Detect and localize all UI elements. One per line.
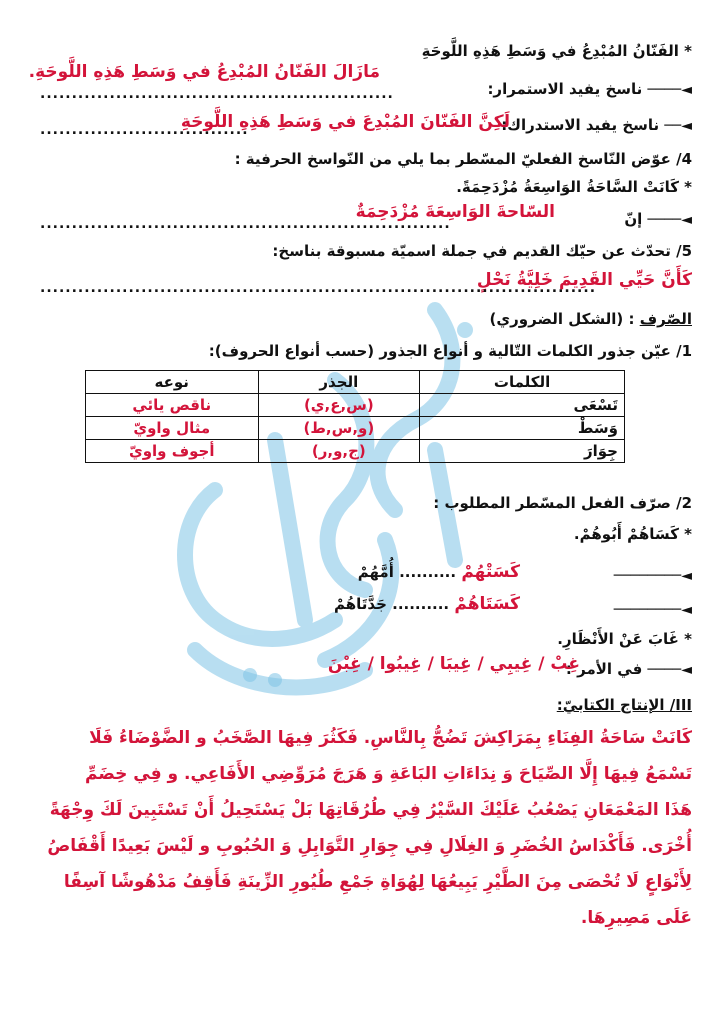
- sarf-heading: الصّرف: [639, 310, 692, 328]
- table-cell-word: جِوَارَ: [420, 440, 625, 463]
- sarf-note: : (الشكل الضروري): [489, 310, 635, 328]
- production-line: أُخْرَى. فَأَكْدَاسُ الخُضَرِ وَ الغِلَالِ فِي جِوَارِ التَّوَابِلِ وَ الحُبُوبِ و لَيْسَ بَعِيدًا أَقْفَاصُ: [47, 836, 692, 856]
- q3-b2-label: ناسخ يفيد الاستدراك:: [501, 116, 660, 134]
- dotted-line: ........................................................: [40, 86, 394, 102]
- q3-b2-answer: لَكِنَّ الفَنّانَ المُبْدِعَ في وَسَطِ هَذِهِ اللَّوحَةِ: [180, 112, 510, 132]
- table-header: الكلمات: [420, 371, 625, 394]
- production-line: عَلَى مَصِيرِهَا.: [580, 908, 692, 928]
- table-cell-root: (و,س,ط): [258, 417, 420, 440]
- dotted-line: .................................................................: [40, 216, 451, 232]
- table-header: الجذر: [258, 371, 420, 394]
- q3-b2-row: [501, 116, 692, 134]
- q3-b1-row: [487, 80, 692, 98]
- table-cell-word: تَسْعَى: [420, 394, 625, 417]
- dotted-line: .................................: [40, 122, 249, 138]
- production-line: هَذَا المَعْمَعَانِ يَصْعُبُ عَلَيْكَ السَّيْرُ فِي طُرُقَاتِهَا بَلْ يَسْتَحِيلُ أَنْ تَسْتَبِينَ لَكَ وِجْهَةً: [49, 800, 692, 820]
- table-cell-type: مثال واويّ: [86, 417, 259, 440]
- s1-a-suffix: أُمَّهُمْ: [357, 563, 394, 581]
- dotted-line: ........................................................................................: [40, 280, 597, 296]
- s2-row: [566, 660, 692, 678]
- dotted-line: ..........: [392, 595, 450, 613]
- sarf-q1-title: 1/ عيّن جذور الكلمات التّالية و أنواع الجذور (حسب أنواع الحروف):: [208, 342, 692, 360]
- s1-a-answer: كَسَتْهُمْ: [461, 562, 520, 582]
- q5-answer: كَأَنَّ حَيِّي القَدِيمَ خَلِيَّةُ نَحْلٍ: [476, 270, 692, 290]
- production-line: تَسْمَعُ فِيهَا إِلَّا الصِّيَاحَ وَ نِدَاءَاتِ البَاعَةِ وَ هَرَجَ مُرَوِّضِي الأَفَاعِي. و فِي خِضَمِّ: [85, 764, 692, 784]
- table-cell-type: أجوف واويّ: [86, 440, 259, 463]
- table-header-row: [86, 371, 625, 394]
- q4-prefix: إنّ: [624, 210, 643, 228]
- s1-b-row: [614, 600, 692, 618]
- q3-b1-answer: مَازَالَ الفَنّانُ المُبْدِعُ في وَسَطِ هَذِهِ اللَّوحَةِ.: [28, 62, 380, 82]
- table-row: [86, 417, 625, 440]
- q3-b1-label: ناسخ يفيد الاستمرار:: [487, 80, 643, 98]
- q4-answer: السّاحةَ الوَاسِعَةَ مُزْدَحِمَةٌ: [355, 202, 555, 222]
- dotted-line: ..........: [399, 563, 457, 581]
- s1-b-answer: كَسَتَاهُمْ: [454, 594, 520, 614]
- q4-title: 4/ عوّض النّاسخ الفعليّ المسّطر بما يلي من النّواسخ الحرفية :: [234, 150, 692, 168]
- table-row: [86, 394, 625, 417]
- roots-table: [85, 370, 625, 463]
- s1-b-suffix: جَدَّتَاهُمْ: [334, 595, 387, 613]
- s2-answer: غِبْ / غِيبِي / غِيبَا / غِيبُوا / غِبْنَ: [327, 654, 580, 674]
- s2-label: في الأمر :: [565, 660, 643, 678]
- production-line: كَانَتْ سَاحَةُ الفِنَاءِ بِمَرَاكِشَ تَضُجُّ بِالنَّاسِ. فَكَثُرَ فِيهَا الصَّخَبُ و الضَّوْضَاءُ فَلَا: [89, 728, 692, 748]
- s1-a-row: [614, 566, 692, 584]
- sarf-q2-title: 2/ صرّف الفعل المسّطر المطلوب :: [433, 494, 692, 512]
- sarf-heading-row: [490, 310, 692, 328]
- arrow-icon: ◄────────: [613, 568, 692, 584]
- arrow-icon: ◄────────: [613, 602, 692, 618]
- arrow-icon: ◄────: [647, 662, 692, 678]
- s1-a-fill: [358, 562, 520, 582]
- q5-title: 5/ تحدّث عن حيّك القديم في جملة اسميّة مسبوقة بناسخ:: [272, 242, 692, 260]
- table-row: [86, 440, 625, 463]
- arrow-icon: ◄────: [647, 82, 692, 98]
- q3-sentence: * الفَنّانُ المُبْدِعُ في وَسَطِ هَذِهِ اللَّوحَةِ: [421, 42, 692, 60]
- table-cell-type: ناقص يائي: [86, 394, 259, 417]
- table-cell-root: (س,ع,ي): [258, 394, 420, 417]
- table-cell-word: وَسَطْ: [420, 417, 625, 440]
- s1-b-fill: [334, 594, 520, 614]
- sarf-s1: * كَسَاهُمْ أَبُوهُمْ.: [573, 525, 692, 543]
- arrow-icon: ◄──: [664, 118, 692, 134]
- table-header: نوعه: [86, 371, 259, 394]
- sarf-s2: * غَابَ عَنْ الأَنْظَارِ.: [557, 630, 692, 648]
- q4-sentence: * كَانَتْ السَّاحَةُ الوَاسِعَةُ مُزْدَحِمَةً.: [456, 178, 692, 196]
- table-cell-root: (ج,و,ر): [258, 440, 420, 463]
- production-heading: III/ الإنتاج الكتابيّ:: [556, 696, 692, 714]
- arrow-icon: ◄────: [647, 212, 692, 228]
- production-line: لِأَنْوَاعٍ لَا تُحْصَى مِنَ الطَّيْرِ يَبِيعُهَا لِهُوَاةِ جَمْعِ طُيُورِ الزِّينَةِ فَأَقِفُ مَدْهُوشًا آسِفًا: [63, 872, 692, 892]
- q4-row: [624, 210, 692, 228]
